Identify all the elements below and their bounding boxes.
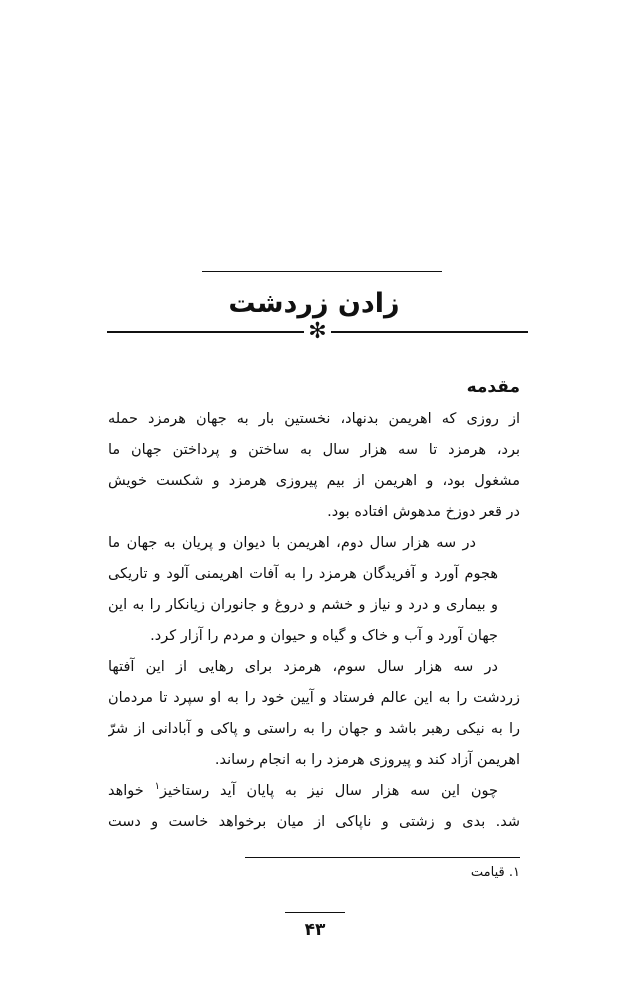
text-line: مشغول بود، و اهریمن از بیم پیروزی هرمزد و شکست خویش (108, 473, 520, 489)
text-line: در قعر دوزخ مدهوش افتاده بود. (327, 504, 520, 520)
text-line: زردشت را به این عالم فرستاد و آیین خود را به او سپرد تا مردمان (108, 690, 520, 706)
text-line: در سه هزار سال سوم، هرمزد برای رهایی از این آفتها (108, 659, 498, 675)
text-line: و بیماری و درد و نیاز و خشم و دروغ و جانوران زیانکار را به این (108, 597, 498, 613)
text-line: از روزی که اهریمن بدنهاد، نخستین بار به جهان هرمزد حمله (108, 411, 520, 427)
page-number-rule (285, 912, 345, 913)
paragraph-2 (108, 528, 520, 652)
top-rule (202, 271, 442, 272)
text-line: اهریمن آزاد کند و پیروزی هرمزد را به انجام رساند. (214, 752, 520, 768)
paragraph-4 (108, 776, 520, 838)
text-line: در سه هزار سال دوم، اهریمن با دیوان و پریان به جهان ما (108, 535, 476, 551)
page-number: ۴۳ (304, 920, 326, 940)
paragraph-1 (108, 404, 520, 528)
text-line: هجوم آورد و آفریدگان هرمزد را به آفات اهریمنی آلود و تاریکی (108, 566, 498, 582)
footnote-rule (245, 857, 520, 858)
ornament-line-right (331, 331, 528, 333)
body-text (108, 404, 520, 838)
ornament-line-left (107, 331, 304, 333)
text-line (108, 776, 520, 807)
text-line: شد. بدی و زشتی و ناپاکی از میان برخواهد خاست و دست (108, 814, 520, 830)
footnote: ۱. قیامت (470, 865, 520, 880)
text-line: را به نیکی رهبر باشد و جهان را به راستی و پاکی و آبادانی از شرّ (108, 721, 520, 737)
section-heading: مقدمه (466, 377, 520, 397)
paragraph-3 (108, 652, 520, 776)
text-line-part: خواهد (108, 783, 144, 799)
text-line: برد، هرمزد تا سه هزار سال به ساختن و پرداختن جهان ما (108, 442, 520, 458)
text-line: جهان آورد و آب و خاک و گیاه و حیوان و مردم را آزار کرد. (150, 628, 498, 644)
ornament-star-icon: ✻ (308, 319, 327, 344)
text-line-part: چون این سه هزار سال نیز به پایان آید رستاخیز (159, 783, 498, 799)
chapter-title: زادن زردشت (228, 288, 400, 319)
footnote-marker: ۱ (154, 781, 160, 793)
